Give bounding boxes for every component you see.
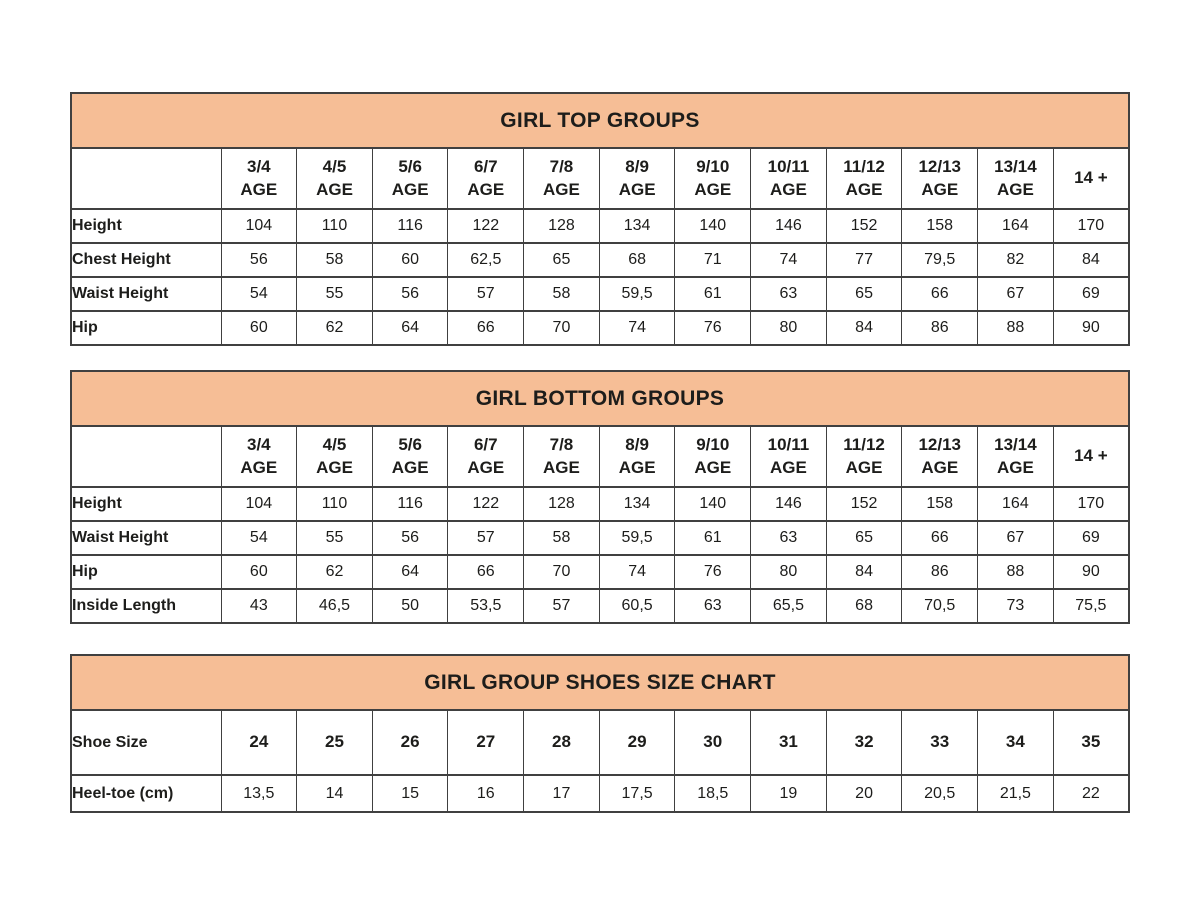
- table-row: [71, 487, 1129, 521]
- row-label: Chest Height: [71, 243, 221, 277]
- value-cell: 146: [751, 487, 827, 521]
- value-cell: 53,5: [448, 589, 524, 623]
- value-cell: 57: [448, 521, 524, 555]
- value-cell: 134: [599, 209, 675, 243]
- size-grid: [70, 147, 1130, 346]
- value-cell: 58: [524, 277, 600, 311]
- value-cell: 43: [221, 589, 297, 623]
- value-cell: 22: [1053, 775, 1129, 812]
- value-cell: 84: [826, 311, 902, 345]
- column-header: 10/11 AGE: [751, 148, 827, 209]
- value-cell: 110: [297, 487, 373, 521]
- column-header: 32: [826, 710, 902, 775]
- column-header: 14 +: [1053, 148, 1129, 209]
- column-header: 4/5 AGE: [297, 426, 373, 487]
- value-cell: 60: [372, 243, 448, 277]
- value-cell: 86: [902, 311, 978, 345]
- value-cell: 122: [448, 209, 524, 243]
- column-header: 12/13 AGE: [902, 426, 978, 487]
- value-cell: 46,5: [297, 589, 373, 623]
- value-cell: 60,5: [599, 589, 675, 623]
- value-cell: 140: [675, 487, 751, 521]
- value-cell: 59,5: [599, 277, 675, 311]
- value-cell: 61: [675, 521, 751, 555]
- value-cell: 140: [675, 209, 751, 243]
- value-cell: 67: [978, 521, 1054, 555]
- value-cell: 84: [826, 555, 902, 589]
- column-header: 8/9 AGE: [599, 426, 675, 487]
- table-row: [71, 243, 1129, 277]
- header-label-cell: Shoe Size: [71, 710, 221, 775]
- table-title-bar: [70, 654, 1130, 709]
- girl-bottom-groups-table: [70, 370, 1130, 624]
- value-cell: 55: [297, 521, 373, 555]
- value-cell: 65: [826, 277, 902, 311]
- value-cell: 77: [826, 243, 902, 277]
- value-cell: 14: [297, 775, 373, 812]
- value-cell: 66: [902, 277, 978, 311]
- row-label: Inside Length: [71, 589, 221, 623]
- value-cell: 58: [524, 521, 600, 555]
- value-cell: 158: [902, 487, 978, 521]
- table-row: [71, 311, 1129, 345]
- value-cell: 69: [1053, 521, 1129, 555]
- value-cell: 68: [826, 589, 902, 623]
- value-cell: 73: [978, 589, 1054, 623]
- column-header: 27: [448, 710, 524, 775]
- value-cell: 116: [372, 487, 448, 521]
- table-row: [71, 775, 1129, 812]
- value-cell: 76: [675, 555, 751, 589]
- value-cell: 80: [751, 311, 827, 345]
- column-header: 7/8 AGE: [524, 148, 600, 209]
- value-cell: 70: [524, 555, 600, 589]
- value-cell: 17: [524, 775, 600, 812]
- value-cell: 20,5: [902, 775, 978, 812]
- value-cell: 86: [902, 555, 978, 589]
- column-header: 35: [1053, 710, 1129, 775]
- value-cell: 79,5: [902, 243, 978, 277]
- table-row: [71, 555, 1129, 589]
- row-label: Height: [71, 209, 221, 243]
- column-header: 34: [978, 710, 1054, 775]
- table-title: GIRL TOP GROUPS: [500, 108, 700, 132]
- girl-top-groups-table: [70, 92, 1130, 346]
- value-cell: 122: [448, 487, 524, 521]
- value-cell: 13,5: [221, 775, 297, 812]
- table-row: [71, 521, 1129, 555]
- value-cell: 18,5: [675, 775, 751, 812]
- value-cell: 57: [524, 589, 600, 623]
- column-header: 30: [675, 710, 751, 775]
- value-cell: 67: [978, 277, 1054, 311]
- row-label: Waist Height: [71, 521, 221, 555]
- value-cell: 164: [978, 209, 1054, 243]
- value-cell: 60: [221, 311, 297, 345]
- column-header: 6/7 AGE: [448, 148, 524, 209]
- value-cell: 61: [675, 277, 751, 311]
- column-header: 25: [297, 710, 373, 775]
- value-cell: 75,5: [1053, 589, 1129, 623]
- table-title: GIRL BOTTOM GROUPS: [475, 386, 725, 410]
- value-cell: 170: [1053, 209, 1129, 243]
- value-cell: 63: [751, 521, 827, 555]
- value-cell: 57: [448, 277, 524, 311]
- value-cell: 16: [448, 775, 524, 812]
- value-cell: 164: [978, 487, 1054, 521]
- column-header: 12/13 AGE: [902, 148, 978, 209]
- column-header: 3/4 AGE: [221, 148, 297, 209]
- column-header: 31: [751, 710, 827, 775]
- value-cell: 66: [448, 555, 524, 589]
- column-header: 28: [524, 710, 600, 775]
- value-cell: 21,5: [978, 775, 1054, 812]
- value-cell: 146: [751, 209, 827, 243]
- value-cell: 158: [902, 209, 978, 243]
- value-cell: 56: [372, 521, 448, 555]
- table-title-bar: [70, 92, 1130, 147]
- value-cell: 62: [297, 311, 373, 345]
- header-label-cell: [71, 426, 221, 487]
- table-row: [71, 209, 1129, 243]
- column-header: 11/12 AGE: [826, 148, 902, 209]
- value-cell: 19: [751, 775, 827, 812]
- value-cell: 104: [221, 487, 297, 521]
- column-header: 3/4 AGE: [221, 426, 297, 487]
- value-cell: 152: [826, 487, 902, 521]
- value-cell: 134: [599, 487, 675, 521]
- value-cell: 59,5: [599, 521, 675, 555]
- value-cell: 20: [826, 775, 902, 812]
- value-cell: 74: [599, 555, 675, 589]
- value-cell: 65: [826, 521, 902, 555]
- value-cell: 69: [1053, 277, 1129, 311]
- column-header: 6/7 AGE: [448, 426, 524, 487]
- value-cell: 65,5: [751, 589, 827, 623]
- value-cell: 65: [524, 243, 600, 277]
- value-cell: 15: [372, 775, 448, 812]
- column-header: 10/11 AGE: [751, 426, 827, 487]
- value-cell: 80: [751, 555, 827, 589]
- value-cell: 56: [221, 243, 297, 277]
- value-cell: 64: [372, 311, 448, 345]
- table-title-bar: [70, 370, 1130, 425]
- column-header: 13/14 AGE: [978, 426, 1054, 487]
- table-row: [71, 589, 1129, 623]
- column-header: 33: [902, 710, 978, 775]
- size-grid: [70, 425, 1130, 624]
- value-cell: 66: [448, 311, 524, 345]
- value-cell: 54: [221, 521, 297, 555]
- value-cell: 70: [524, 311, 600, 345]
- row-label: Hip: [71, 555, 221, 589]
- row-label: Heel-toe (cm): [71, 775, 221, 812]
- column-header: 11/12 AGE: [826, 426, 902, 487]
- value-cell: 84: [1053, 243, 1129, 277]
- column-header: 5/6 AGE: [372, 426, 448, 487]
- size-grid: [70, 709, 1130, 813]
- row-label: Hip: [71, 311, 221, 345]
- column-header: 9/10 AGE: [675, 148, 751, 209]
- column-header: 14 +: [1053, 426, 1129, 487]
- value-cell: 60: [221, 555, 297, 589]
- value-cell: 55: [297, 277, 373, 311]
- value-cell: 70,5: [902, 589, 978, 623]
- header-label-cell: [71, 148, 221, 209]
- value-cell: 116: [372, 209, 448, 243]
- value-cell: 63: [675, 589, 751, 623]
- value-cell: 64: [372, 555, 448, 589]
- girl-shoes-size-table: [70, 654, 1130, 813]
- column-header: 24: [221, 710, 297, 775]
- column-header: 9/10 AGE: [675, 426, 751, 487]
- value-cell: 152: [826, 209, 902, 243]
- column-header: 26: [372, 710, 448, 775]
- value-cell: 74: [599, 311, 675, 345]
- value-cell: 128: [524, 209, 600, 243]
- value-cell: 170: [1053, 487, 1129, 521]
- value-cell: 110: [297, 209, 373, 243]
- value-cell: 88: [978, 555, 1054, 589]
- table-title: GIRL GROUP SHOES SIZE CHART: [424, 670, 776, 694]
- value-cell: 66: [902, 521, 978, 555]
- value-cell: 104: [221, 209, 297, 243]
- value-cell: 74: [751, 243, 827, 277]
- value-cell: 62,5: [448, 243, 524, 277]
- value-cell: 82: [978, 243, 1054, 277]
- value-cell: 76: [675, 311, 751, 345]
- header-row: [71, 426, 1129, 487]
- column-header: 4/5 AGE: [297, 148, 373, 209]
- value-cell: 56: [372, 277, 448, 311]
- value-cell: 90: [1053, 555, 1129, 589]
- value-cell: 62: [297, 555, 373, 589]
- column-header: 8/9 AGE: [599, 148, 675, 209]
- header-row: [71, 710, 1129, 775]
- column-header: 7/8 AGE: [524, 426, 600, 487]
- value-cell: 54: [221, 277, 297, 311]
- row-label: Waist Height: [71, 277, 221, 311]
- row-label: Height: [71, 487, 221, 521]
- value-cell: 17,5: [599, 775, 675, 812]
- table-row: [71, 277, 1129, 311]
- column-header: 13/14 AGE: [978, 148, 1054, 209]
- value-cell: 58: [297, 243, 373, 277]
- value-cell: 63: [751, 277, 827, 311]
- value-cell: 68: [599, 243, 675, 277]
- value-cell: 88: [978, 311, 1054, 345]
- value-cell: 128: [524, 487, 600, 521]
- column-header: 29: [599, 710, 675, 775]
- header-row: [71, 148, 1129, 209]
- column-header: 5/6 AGE: [372, 148, 448, 209]
- value-cell: 90: [1053, 311, 1129, 345]
- value-cell: 71: [675, 243, 751, 277]
- size-chart-sheet: [70, 92, 1130, 813]
- value-cell: 50: [372, 589, 448, 623]
